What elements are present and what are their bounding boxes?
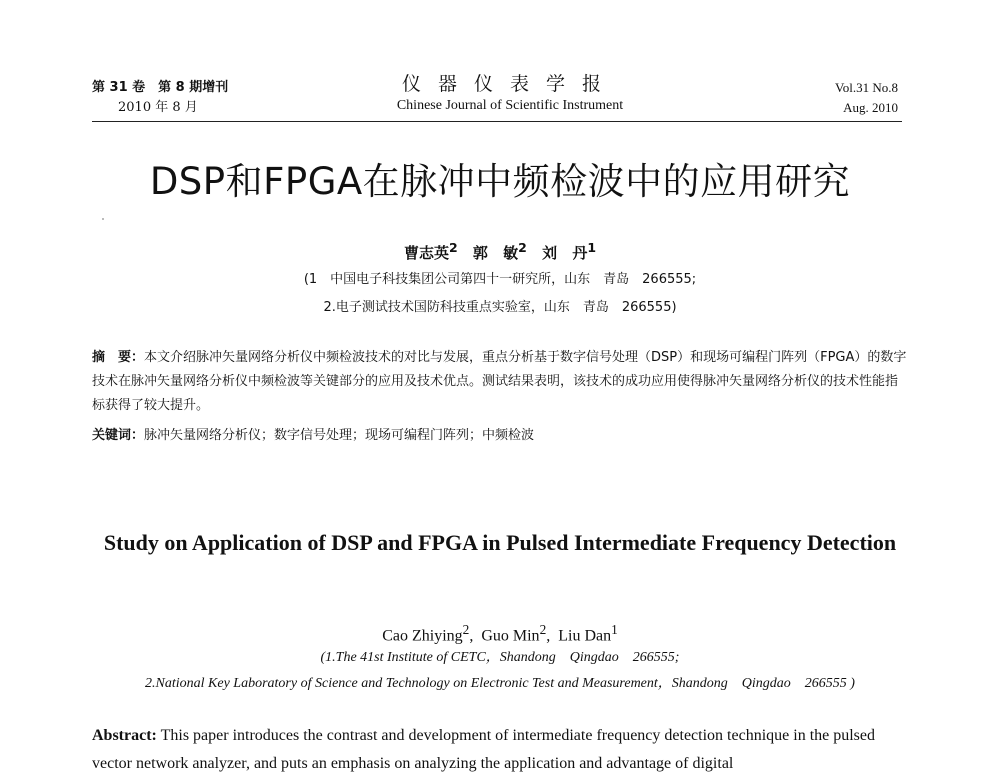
author-name: Guo Min [481, 627, 540, 645]
authors-cn [0, 238, 1000, 263]
journal-volume-en [835, 78, 898, 118]
journal-issue-info [92, 78, 228, 118]
author-affiliation-mark: 2 [448, 240, 458, 255]
author-name: 曹志英 [403, 244, 449, 262]
abstract-en [92, 722, 908, 778]
author-affiliation-mark: 2 [462, 622, 470, 637]
paper-title-cn: DSP和FPGA在脉冲中频检波中的应用研究 [149, 160, 851, 203]
abstract-label-cn: 摘 要： [92, 350, 145, 365]
volume-issue: 第 31 卷 第 8 期增刊 [92, 80, 229, 95]
journal-name [360, 72, 660, 116]
abstract-text-en: This paper introduces the contrast and development of intermediate frequency detection technique in the pulsed vector network analyzer, and puts an emphasis on analyzing the application and advantage of digital [92, 727, 876, 772]
keywords-text-cn: 脉冲矢量网络分析仪；数字信号处理；现场可编程门阵列；中频检波 [144, 428, 535, 443]
author-name: 郭 敏 [472, 244, 519, 262]
author-name: Liu Dan [558, 627, 612, 645]
abstract-label-en: Abstract: [92, 727, 157, 744]
author-affiliation-mark: 1 [611, 622, 618, 637]
author-affiliation-mark: 1 [587, 240, 597, 255]
volume-number-en: Vol.31 No.8 [835, 80, 898, 95]
scan-speck [102, 218, 104, 220]
keywords-label-cn: 关键词： [92, 428, 145, 443]
paper-title-en: Study on Application of DSP and FPGA in Pulsed Intermediate Frequency Detection [103, 530, 897, 555]
journal-name-cn: 仪器仪表学报 [401, 73, 618, 95]
author-name: Cao Zhiying [382, 627, 463, 645]
affiliation-cn-1: (1 中国电子科技集团公司第四十一研究所，山东 青岛 266555; [303, 272, 697, 287]
issue-date-en: Aug. 2010 [843, 100, 898, 115]
author-affiliation-mark: 2 [518, 240, 527, 255]
affiliation-en-2: 2.National Key Laboratory of Science and Technology on Electronic Test and Measurement，Shandong Qingdao 266555 ) [145, 676, 855, 691]
affiliation-cn-2: 2.电子测试技术国防科技重点实验室，山东 青岛 266555) [323, 300, 677, 315]
authors-en: Cao Zhiying$^2$, Guo Min$^2$, Liu Dan$^1$ [382, 622, 618, 645]
header-rule [92, 121, 902, 122]
journal-name-en: Chinese Journal of Scientific Instrument [396, 98, 624, 113]
keywords-cn [92, 426, 908, 446]
abstract-cn [92, 346, 908, 418]
author-affiliation-mark: 2 [539, 622, 547, 637]
issue-date-cn: 2010 年 8 月 [118, 100, 198, 115]
affiliation-en-1: (1.The 41st Institute of CETC，Shandong Qingdao 266555; [320, 650, 680, 665]
author-name: 刘 丹 [542, 244, 588, 262]
abstract-text-cn: 本文介绍脉冲矢量网络分析仪中频检波技术的对比与发展，重点分析基于数字信号处理（DSP）和现场可编程门阵列（FPGA）的数字技术在脉冲矢量网络分析仪中频检波等关键部分的应用及技术优点。测试结果表明，该技术的成功应用使得脉冲矢量网络分析仪的技术性能指标获得了较大提升。 [92, 350, 907, 413]
